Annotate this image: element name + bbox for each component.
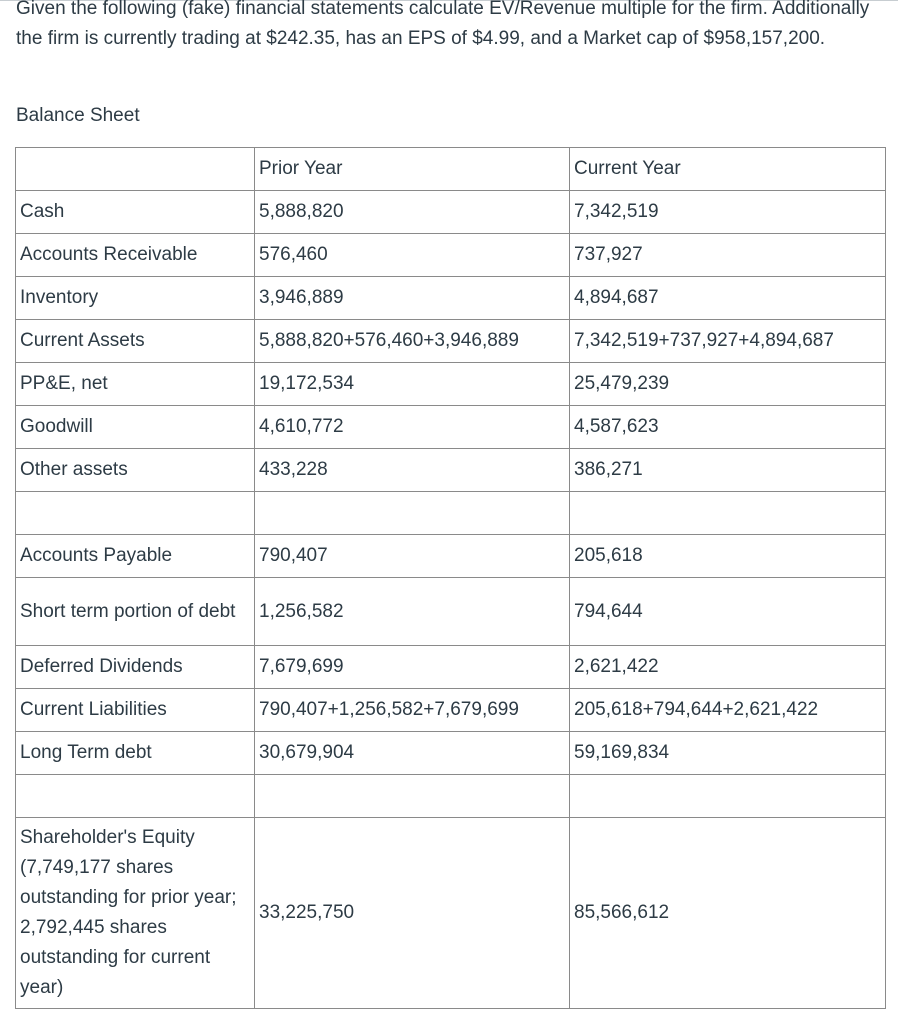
current-year-value: 205,618+794,644+2,621,422 [570, 689, 886, 732]
current-year-value [570, 492, 886, 535]
table-row [16, 191, 886, 234]
current-year-value: 7,342,519+737,927+4,894,687 [570, 320, 886, 363]
row-label [16, 775, 255, 818]
header-cell-current-year: Current Year [570, 148, 886, 191]
current-year-value: 7,342,519 [570, 191, 886, 234]
current-year-value [570, 775, 886, 818]
table-row [16, 646, 886, 689]
current-year-value: 2,621,422 [570, 646, 886, 689]
prior-year-value: 7,679,699 [255, 646, 570, 689]
table-header-row [16, 148, 886, 191]
prior-year-value: 1,256,582 [255, 578, 570, 646]
row-label: Current Assets [16, 320, 255, 363]
prior-year-value: 4,610,772 [255, 406, 570, 449]
table-row [16, 732, 886, 775]
current-year-value: 794,644 [570, 578, 886, 646]
section-title: Balance Sheet [16, 105, 140, 126]
row-label: Deferred Dividends [16, 646, 255, 689]
row-label: Current Liabilities [16, 689, 255, 732]
table-row [16, 535, 886, 578]
table-row-empty [16, 492, 886, 535]
current-year-value: 59,169,834 [570, 732, 886, 775]
current-year-value: 4,587,623 [570, 406, 886, 449]
table-row [16, 320, 886, 363]
current-year-value: 85,566,612 [570, 818, 886, 1009]
prior-year-value [255, 492, 570, 535]
row-label: Long Term debt [16, 732, 255, 775]
table-row [16, 406, 886, 449]
prior-year-value: 576,460 [255, 234, 570, 277]
row-label: Accounts Receivable [16, 234, 255, 277]
header-cell-prior-year: Prior Year [255, 148, 570, 191]
prior-year-value: 790,407+1,256,582+7,679,699 [255, 689, 570, 732]
table-row [16, 818, 886, 1009]
row-label: PP&E, net [16, 363, 255, 406]
row-label: Cash [16, 191, 255, 234]
prior-year-value: 433,228 [255, 449, 570, 492]
prior-year-value [255, 775, 570, 818]
prior-year-value: 5,888,820+576,460+3,946,889 [255, 320, 570, 363]
question-text: Given the following (fake) financial statements calculate EV/Revenue multiple for the firm. Additionally the firm is currently trading at $242.35, has an EPS of $4.99, and a Market cap of $958,157,200. [16, 0, 870, 49]
current-year-value: 737,927 [570, 234, 886, 277]
current-year-value: 25,479,239 [570, 363, 886, 406]
row-label: Shareholder's Equity (7,749,177 shares outstanding for prior year; 2,792,445 shares outstanding for current year) [16, 818, 255, 1009]
balance-sheet-table [15, 147, 886, 1009]
table-row-empty [16, 775, 886, 818]
table-row [16, 689, 886, 732]
prior-year-value: 19,172,534 [255, 363, 570, 406]
current-year-value: 205,618 [570, 535, 886, 578]
header-cell [16, 148, 255, 191]
row-label: Accounts Payable [16, 535, 255, 578]
current-year-value: 4,894,687 [570, 277, 886, 320]
prior-year-value: 790,407 [255, 535, 570, 578]
row-label: Short term portion of debt [16, 578, 255, 646]
prior-year-value: 3,946,889 [255, 277, 570, 320]
row-label: Goodwill [16, 406, 255, 449]
row-label: Inventory [16, 277, 255, 320]
prior-year-value: 5,888,820 [255, 191, 570, 234]
row-label: Other assets [16, 449, 255, 492]
current-year-value: 386,271 [570, 449, 886, 492]
table-row [16, 449, 886, 492]
prior-year-value: 30,679,904 [255, 732, 570, 775]
table-row [16, 363, 886, 406]
prior-year-value: 33,225,750 [255, 818, 570, 1009]
table-row [16, 578, 886, 646]
row-label [16, 492, 255, 535]
table-row [16, 277, 886, 320]
table-row [16, 234, 886, 277]
